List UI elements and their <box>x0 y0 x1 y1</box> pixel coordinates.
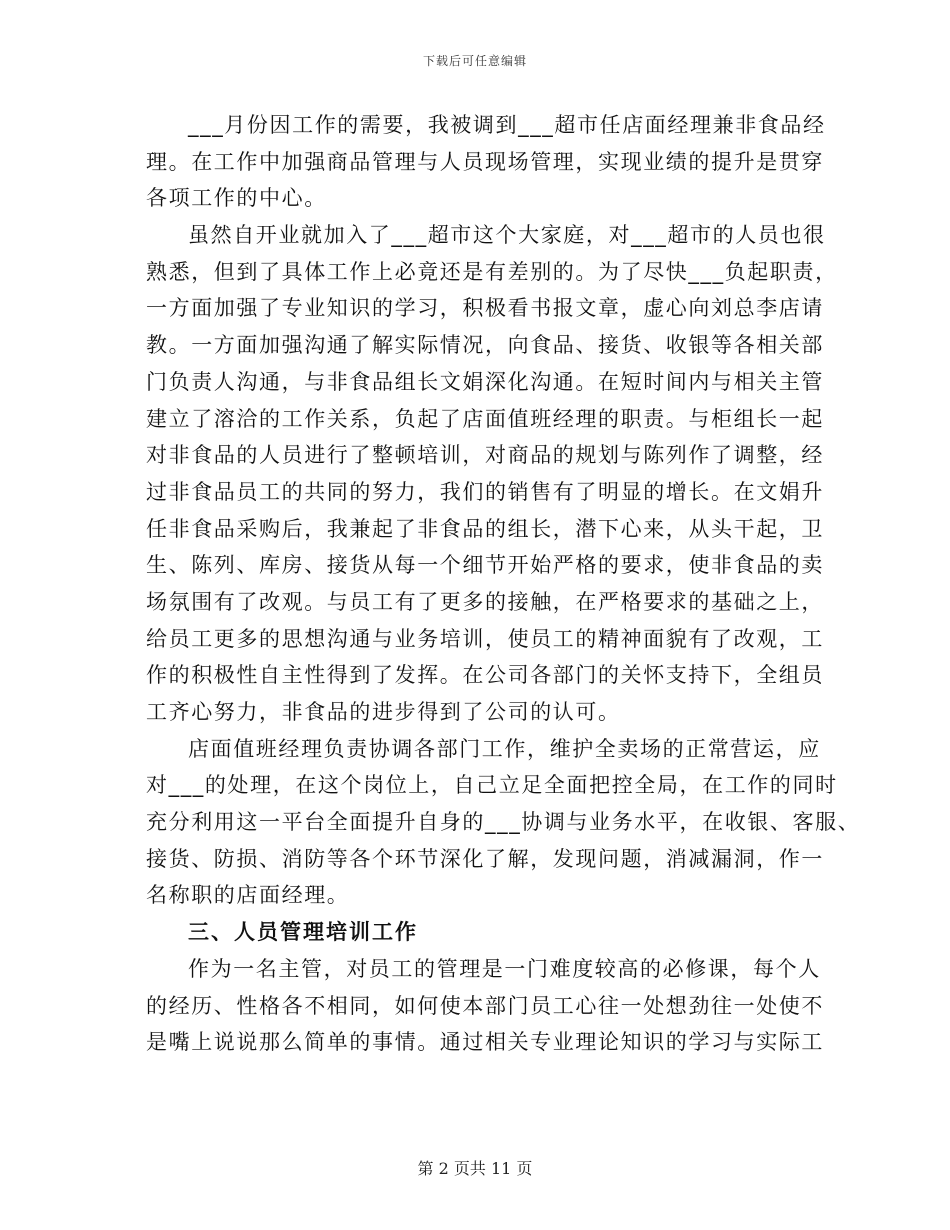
text-line: 各项工作的中心。 <box>146 186 327 211</box>
text-line: 店面值班经理负责协调各部门工作，维护全卖场的正常营运，应 <box>188 736 821 761</box>
text-line: 场氛围有了改观。与员工有了更多的接触，在严格要求的基础之上， <box>146 589 824 614</box>
text-line: 作为一名主管，对员工的管理是一门难度较高的必修课，每个人 <box>188 956 821 981</box>
text-line: 接货、防损、消防等各个环节深化了解，发现问题，消减漏洞，作一 <box>146 846 824 871</box>
text-line: 教。一方面加强沟通了解实际情况，向食品、接货、收银等各相关部 <box>146 333 824 358</box>
text-line: 充分利用这一平台全面提升自身的___协调与业务水平，在收银、客服、 <box>146 810 861 835</box>
text-line: 工齐心努力，非食品的进步得到了公司的认可。 <box>146 700 621 724</box>
page-header: 下载后可任意编辑 <box>422 54 527 68</box>
text-line: 理。在工作中加强商品管理与人员现场管理，实现业绩的提升是贯穿 <box>146 149 824 174</box>
section-heading: 三、人员管理培训工作 <box>188 920 418 945</box>
text-line: 对___的处理，在这个岗位上，自己立足全面把控全局，在工作的同时 <box>146 773 838 798</box>
text-line: 给员工更多的思想沟通与业务培训，使员工的精神面貌有了改观，工 <box>146 626 824 651</box>
text-line: 任非食品采购后，我兼起了非食品的组长，潜下心来，从头干起，卫 <box>146 516 824 541</box>
text-line: 建立了溶洽的工作关系，负起了店面值班经理的职责。与柜组长一起 <box>146 406 824 431</box>
text-line: 门负责人沟通，与非食品组长文娟深化沟通。在短时间内与相关主管 <box>146 369 824 394</box>
text-line: 过非食品员工的共同的努力，我们的销售有了明显的增长。在文娟升 <box>146 479 824 504</box>
text-line: 的经历、性格各不相同，如何使本部门员工心往一处想劲往一处使不 <box>146 993 824 1018</box>
text-line: 作的积极性自主性得到了发挥。在公司各部门的关怀支持下，全组员 <box>146 663 824 688</box>
document-body <box>146 107 861 1061</box>
text-line: 是嘴上说说那么简单的事情。通过相关专业理论知识的学习与实际工 <box>146 1030 824 1055</box>
text-line: 生、陈列、库房、接货从每一个细节开始严格的要求，使非食品的卖 <box>146 553 824 578</box>
text-line: 名称职的店面经理。 <box>146 883 350 908</box>
page-number: 第 2 页共 11 页 <box>417 1159 533 1178</box>
text-line: 一方面加强了专业知识的学习，积极看书报文章，虚心向刘总李店请 <box>146 296 824 321</box>
text-line: 对非食品的人员进行了整顿培训，对商品的规划与陈列作了调整，经 <box>146 443 824 468</box>
text-line: ___月份因工作的需要，我被调到___超市任店面经理兼非食品经 <box>188 113 826 137</box>
text-line: 虽然自开业就加入了___超市这个大家庭，对___超市的人员也很 <box>188 223 826 248</box>
text-line: 熟悉，但到了具体工作上必竟还是有差别的。为了尽快___负起职责， <box>146 259 838 284</box>
